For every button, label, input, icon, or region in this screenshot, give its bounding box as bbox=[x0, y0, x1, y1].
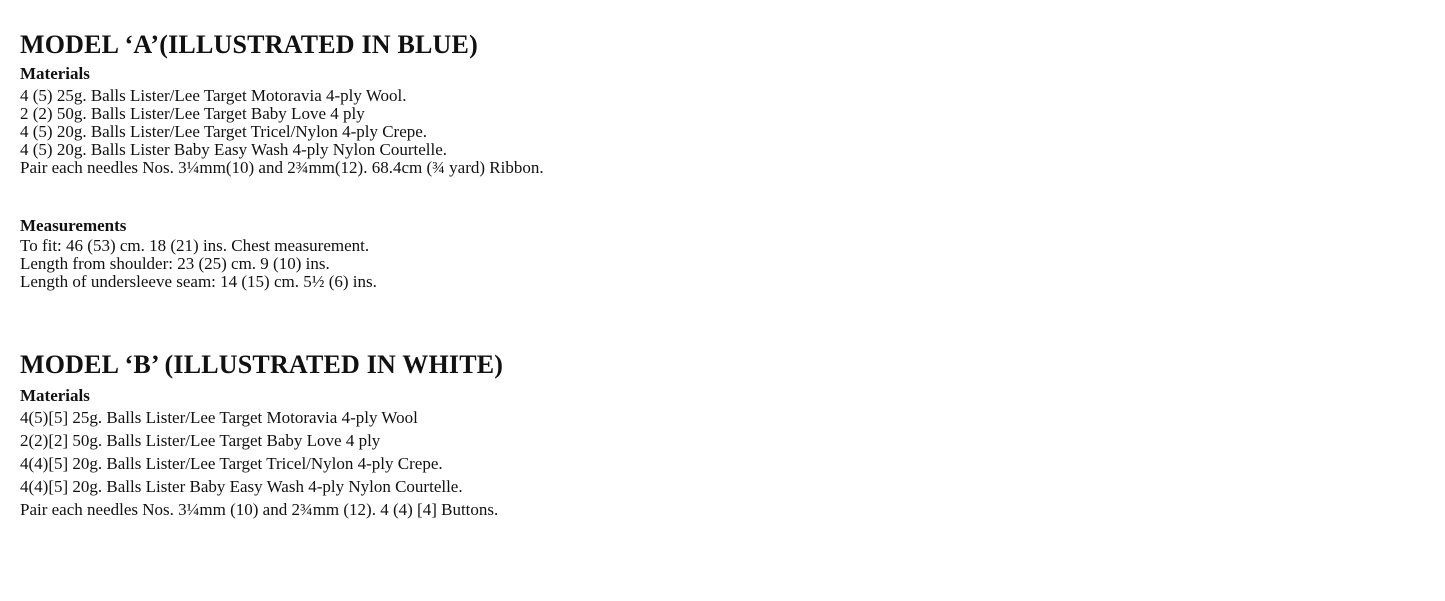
material-line: Pair each needles Nos. 3¼mm(10) and 2¾mm(12). 68.4cm (¾ yard) Ribbon. bbox=[20, 158, 544, 177]
material-line: Pair each needles Nos. 3¼mm (10) and 2¾mm (12). 4 (4) [4] Buttons. bbox=[20, 500, 499, 519]
material-line: 2(2)[2] 50g. Balls Lister/Lee Target Baby Love 4 ply bbox=[20, 431, 381, 450]
measurement-line: Length of undersleeve seam: 14 (15) cm. 5½ (6) ins. bbox=[20, 272, 377, 291]
model-b-materials-heading: Materials bbox=[20, 386, 90, 405]
material-line: 2 (2) 50g. Balls Lister/Lee Target Baby Love 4 ply bbox=[20, 104, 365, 123]
measurement-line: Length from shoulder: 23 (25) cm. 9 (10) ins. bbox=[20, 254, 330, 273]
measurement-line: To fit: 46 (53) cm. 18 (21) ins. Chest measurement. bbox=[20, 236, 370, 255]
model-a-materials-heading: Materials bbox=[20, 64, 90, 83]
model-a-materials-list bbox=[20, 87, 544, 177]
model-a-title: MODEL ‘A’(ILLUSTRATED IN BLUE) bbox=[20, 30, 478, 59]
model-b-materials-list bbox=[20, 406, 498, 521]
material-line: 4(4)[5] 20g. Balls Lister/Lee Target Tricel/Nylon 4-ply Crepe. bbox=[20, 454, 443, 473]
material-line: 4 (5) 20g. Balls Lister/Lee Target Tricel/Nylon 4-ply Crepe. bbox=[20, 122, 428, 141]
material-line: 4 (5) 20g. Balls Lister Baby Easy Wash 4-ply Nylon Courtelle. bbox=[20, 140, 448, 159]
material-line: 4(4)[5] 20g. Balls Lister Baby Easy Wash 4-ply Nylon Courtelle. bbox=[20, 477, 463, 496]
material-line: 4 (5) 25g. Balls Lister/Lee Target Motoravia 4-ply Wool. bbox=[20, 86, 407, 105]
model-a-measurements-list bbox=[20, 237, 377, 291]
model-a-measurements-heading: Measurements bbox=[20, 216, 127, 235]
model-b-title: MODEL ‘B’ (ILLUSTRATED IN WHITE) bbox=[20, 350, 504, 379]
material-line: 4(5)[5] 25g. Balls Lister/Lee Target Motoravia 4-ply Wool bbox=[20, 408, 418, 427]
